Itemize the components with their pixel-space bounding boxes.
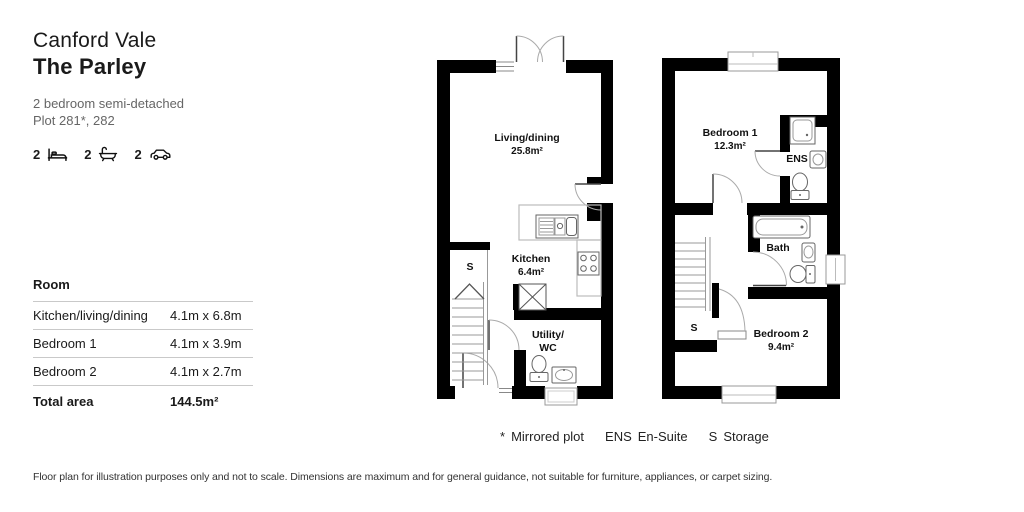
utility-basin <box>552 367 576 383</box>
parking-number: 2 <box>134 146 142 162</box>
table-row <box>33 330 253 358</box>
bath-label: Bath <box>766 242 790 254</box>
car-icon <box>149 147 172 161</box>
room-name: Kitchen/living/dining <box>33 308 148 323</box>
kitchen-area: 6.4m² <box>517 267 545 278</box>
living-room-area: 25.8m² <box>511 146 543 157</box>
bed-icon <box>47 147 68 162</box>
bath-door <box>753 252 787 286</box>
appliance-space <box>519 284 546 310</box>
stairs-first <box>675 237 710 311</box>
bedrooms-number: 2 <box>33 146 41 162</box>
bedroom1-window <box>728 52 778 71</box>
room-dimensions-table <box>33 277 253 415</box>
legend-label: En-Suite <box>637 429 688 444</box>
room-name: Bedroom 2 <box>33 364 97 379</box>
kitchen-sink <box>536 215 578 238</box>
house-type-name: The Parley <box>33 54 147 79</box>
storage-label-first: S <box>690 322 698 334</box>
french-doors <box>517 36 564 62</box>
ground-floor-plan <box>425 25 625 410</box>
plan-legend <box>500 429 769 444</box>
ensuite-toilet <box>791 173 809 200</box>
utility-label-line2: WC <box>539 342 557 354</box>
legend-label: Storage <box>723 429 769 444</box>
ensuite-label: ENS <box>786 153 808 165</box>
disclaimer-text: Floor plan for illustration purposes only and not to scale. Dimensions are maximum and for general guidance, not suitable for furniture, appliances, or carpet sizing. <box>33 471 773 483</box>
first-floor-walls <box>662 58 840 399</box>
bedroom2-window <box>722 386 776 403</box>
table-header: Room <box>33 277 253 302</box>
legend-key: * <box>500 429 506 444</box>
utility-toilet <box>530 356 548 382</box>
room-dims: 4.1m x 6.8m <box>170 308 242 323</box>
legend-key: ENS <box>605 429 632 444</box>
utility-window <box>545 388 577 405</box>
bedroom1-area: 12.3m² <box>714 141 746 152</box>
ensuite-shower <box>790 117 815 144</box>
bath-window <box>826 255 845 284</box>
legend-storage <box>709 429 769 444</box>
legend-key: S <box>708 429 718 444</box>
feature-summary <box>33 146 393 162</box>
bath-basin <box>802 243 815 262</box>
bedroom1-label: Bedroom 1 <box>702 127 758 139</box>
room-dims: 4.1m x 2.7m <box>170 364 242 379</box>
table-row <box>33 302 253 330</box>
storage-label-ground: S <box>466 261 474 273</box>
legend-label: Mirrored plot <box>511 429 585 444</box>
property-header <box>33 28 393 162</box>
bedroom2-door <box>718 289 746 339</box>
kitchen-label: Kitchen <box>511 253 551 265</box>
bath-toilet <box>790 266 815 284</box>
bedrooms-count <box>33 147 68 162</box>
ground-floor-walls <box>437 60 613 399</box>
kitchen-hob <box>578 252 599 275</box>
bathtub <box>753 216 810 238</box>
plot-numbers: Plot 281*, 282 <box>33 112 115 128</box>
bedroom2-area: 9.4m² <box>767 342 795 353</box>
legend-ensuite <box>605 429 688 444</box>
legend-mirrored <box>500 429 584 444</box>
property-type: 2 bedroom semi-detached <box>33 96 185 111</box>
bathrooms-count <box>84 146 118 162</box>
living-window <box>496 62 514 71</box>
utility-label-line1: Utility/ <box>531 329 565 341</box>
bathrooms-number: 2 <box>84 146 92 162</box>
bath-icon <box>98 146 118 162</box>
ensuite-door <box>755 151 780 176</box>
ensuite-basin <box>810 151 826 168</box>
living-room-label: Living/dining <box>494 132 560 144</box>
first-floor-plan <box>650 25 850 410</box>
total-value: 144.5m² <box>170 394 219 409</box>
bedroom2-label: Bedroom 2 <box>753 328 809 340</box>
development-name: Canford Vale <box>33 29 157 52</box>
bedroom1-door <box>713 174 742 203</box>
table-row <box>33 358 253 386</box>
utility-door <box>489 320 519 350</box>
total-label: Total area <box>33 394 94 409</box>
table-total-row <box>33 386 253 415</box>
parking-count <box>134 147 171 162</box>
room-name: Bedroom 1 <box>33 336 97 351</box>
room-dims: 4.1m x 3.9m <box>170 336 242 351</box>
